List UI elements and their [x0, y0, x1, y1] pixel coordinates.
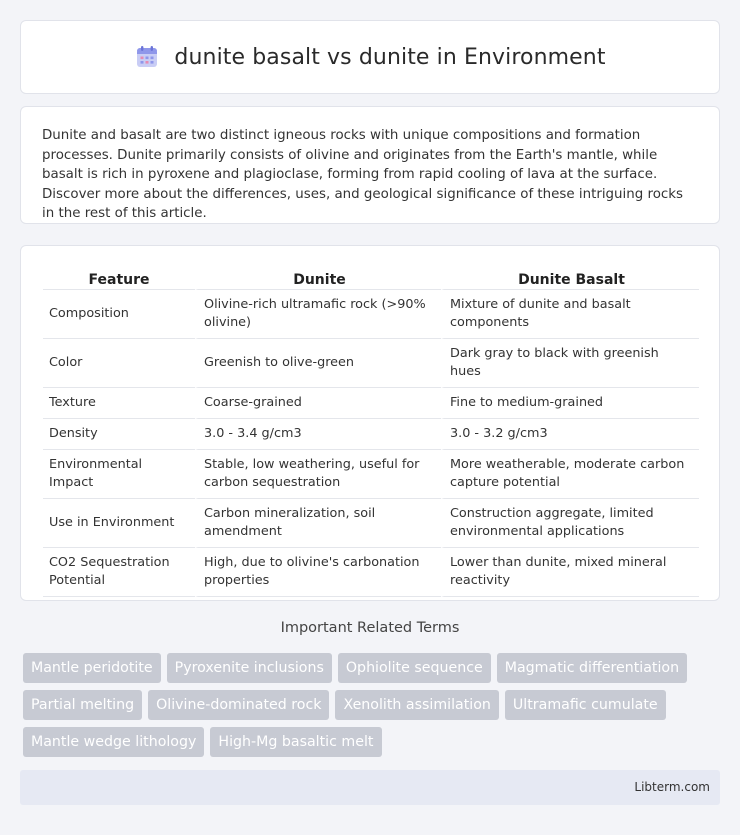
dunite-cell: Carbon mineralization, soil amendment: [195, 499, 441, 548]
comparison-table: [43, 264, 699, 597]
table-row: [43, 419, 699, 450]
related-terms-list: [23, 653, 713, 757]
calendar-icon: [134, 44, 160, 70]
table-row: [43, 548, 699, 597]
related-term-tag[interactable]: Xenolith assimilation: [335, 690, 498, 720]
header-dunite: Dunite: [195, 264, 441, 290]
header-feature: Feature: [43, 264, 195, 290]
footer-site-link[interactable]: Libterm.com: [634, 780, 710, 794]
intro-paragraph: Dunite and basalt are two distinct igneous rocks with unique compositions and formation processes. Dunite primarily consists of olivine and originates from the Earth's mantle, while basalt is rich in pyroxene and plagioclase, forming from rapid cooling of lava at the surface. Discover more about the differences, uses, and geological significance of these intriguing rocks in the rest of this article.: [42, 128, 684, 221]
related-term-tag[interactable]: Partial melting: [23, 690, 142, 720]
dunite-basalt-cell: Fine to medium-grained: [441, 388, 699, 419]
header-card: [20, 20, 720, 94]
dunite-cell: 3.0 - 3.4 g/cm3: [195, 419, 441, 450]
dunite-cell: Greenish to olive-green: [195, 339, 441, 388]
table-header-row: [43, 264, 699, 290]
feature-cell: Color: [43, 339, 195, 388]
related-term-tag[interactable]: Mantle peridotite: [23, 653, 161, 683]
related-term-tag[interactable]: Mantle wedge lithology: [23, 727, 204, 757]
footer: [20, 770, 720, 805]
related-term-tag[interactable]: Ultramafic cumulate: [505, 690, 666, 720]
dunite-basalt-cell: Construction aggregate, limited environmental applications: [441, 499, 699, 548]
dunite-basalt-cell: Lower than dunite, mixed mineral reactivity: [441, 548, 699, 597]
table-row: [43, 339, 699, 388]
related-term-tag[interactable]: Pyroxenite inclusions: [167, 653, 332, 683]
table-row: [43, 499, 699, 548]
dunite-basalt-cell: Dark gray to black with greenish hues: [441, 339, 699, 388]
feature-cell: CO2 Sequestration Potential: [43, 548, 195, 597]
related-term-tag[interactable]: High-Mg basaltic melt: [210, 727, 381, 757]
related-term-tag[interactable]: Olivine-dominated rock: [148, 690, 329, 720]
feature-cell: Environmental Impact: [43, 450, 195, 499]
feature-cell: Use in Environment: [43, 499, 195, 548]
dunite-cell: Stable, low weathering, useful for carbon sequestration: [195, 450, 441, 499]
related-term-tag[interactable]: Magmatic differentiation: [497, 653, 687, 683]
dunite-basalt-cell: 3.0 - 3.2 g/cm3: [441, 419, 699, 450]
header-dunite-basalt: Dunite Basalt: [441, 264, 699, 290]
table-row: [43, 450, 699, 499]
related-term-tag[interactable]: Ophiolite sequence: [338, 653, 491, 683]
intro-card: [20, 106, 720, 224]
dunite-cell: High, due to olivine's carbonation properties: [195, 548, 441, 597]
dunite-basalt-cell: Mixture of dunite and basalt components: [441, 290, 699, 339]
dunite-cell: Olivine-rich ultramafic rock (>90% olivine): [195, 290, 441, 339]
page-title: dunite basalt vs dunite in Environment: [174, 44, 606, 70]
comparison-table-card: [20, 245, 720, 601]
feature-cell: Texture: [43, 388, 195, 419]
feature-cell: Density: [43, 419, 195, 450]
feature-cell: Composition: [43, 290, 195, 339]
dunite-cell: Coarse-grained: [195, 388, 441, 419]
table-row: [43, 290, 699, 339]
dunite-basalt-cell: More weatherable, moderate carbon capture potential: [441, 450, 699, 499]
table-row: [43, 388, 699, 419]
related-terms-heading: Important Related Terms: [280, 620, 460, 636]
